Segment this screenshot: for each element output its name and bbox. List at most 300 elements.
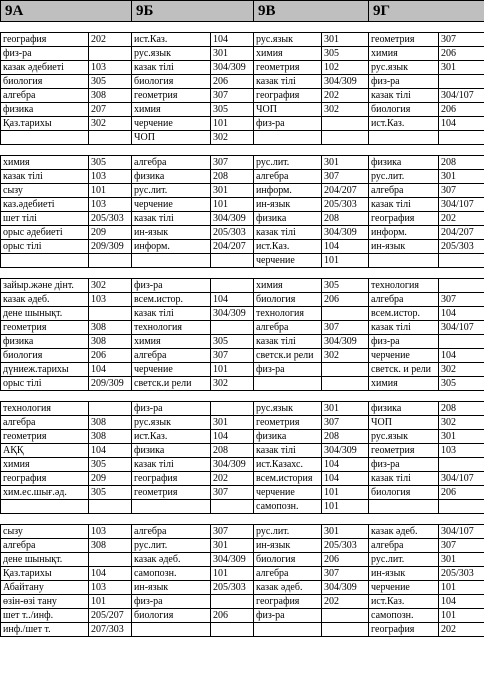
separator-cell [439, 391, 484, 402]
room-cell: 304/309 [322, 581, 369, 595]
separator-cell [439, 268, 484, 279]
room-cell [439, 75, 484, 89]
subject-cell: информ. [254, 184, 322, 198]
room-cell: 208 [322, 430, 369, 444]
subject-cell: рус.язык [132, 47, 211, 61]
room-cell [322, 623, 369, 637]
class-header-9g: 9Г [369, 1, 484, 22]
room-cell: 302 [89, 117, 132, 131]
room-cell: 308 [89, 539, 132, 553]
subject-cell: казак тілі [254, 444, 322, 458]
room-cell: 104 [322, 240, 369, 254]
subject-cell: ист.Каз. [132, 33, 211, 47]
subject-cell: ЧОП [369, 416, 439, 430]
subject-cell: химия [132, 103, 211, 117]
subject-cell: информ. [369, 226, 439, 240]
subject-cell: черчение [254, 254, 322, 268]
separator-cell [254, 22, 322, 33]
room-cell: 209/309 [89, 240, 132, 254]
room-cell: 102 [322, 61, 369, 75]
lesson-row [1, 184, 484, 198]
lesson-row [1, 525, 484, 539]
subject-cell: казак тілі [369, 198, 439, 212]
lesson-row [1, 293, 484, 307]
separator-cell [439, 145, 484, 156]
lesson-row [1, 212, 484, 226]
lesson-row [1, 486, 484, 500]
separator-cell [132, 22, 211, 33]
subject-cell: казак әдеб. [254, 581, 322, 595]
subject-cell: рус.лит. [369, 170, 439, 184]
separator-cell [1, 391, 89, 402]
room-cell: 305 [211, 335, 254, 349]
separator-cell [211, 268, 254, 279]
room-cell [89, 500, 132, 514]
lesson-row [1, 131, 484, 145]
room-cell: 101 [322, 500, 369, 514]
subject-cell: физ-ра [369, 335, 439, 349]
separator-cell [369, 514, 439, 525]
subject-cell: алгебра [369, 293, 439, 307]
subject-cell: светск. и рели [369, 363, 439, 377]
room-cell: 206 [211, 609, 254, 623]
room-cell: 205/303 [439, 567, 484, 581]
subject-cell: ин-язык [132, 226, 211, 240]
separator-cell [132, 268, 211, 279]
room-cell: 305 [439, 377, 484, 391]
schedule-body [1, 1, 484, 637]
room-cell: 104 [439, 307, 484, 321]
room-cell: 209/309 [89, 377, 132, 391]
subject-cell: физ-ра [1, 47, 89, 61]
room-cell: 304/309 [211, 458, 254, 472]
subject-cell: рус.язык [132, 416, 211, 430]
subject-cell: ист.Каз. [254, 240, 322, 254]
room-cell: 209 [89, 226, 132, 240]
subject-cell: физика [132, 444, 211, 458]
room-cell [439, 131, 484, 145]
room-cell: 208 [322, 212, 369, 226]
room-cell: 206 [89, 349, 132, 363]
room-cell: 304/309 [322, 226, 369, 240]
subject-cell: сызу [1, 184, 89, 198]
subject-cell: география [369, 623, 439, 637]
room-cell: 206 [322, 293, 369, 307]
subject-cell: геометрия [132, 89, 211, 103]
room-cell: 205/303 [211, 226, 254, 240]
separator-cell [322, 514, 369, 525]
subject-cell: орыс тілі [1, 240, 89, 254]
separator-cell [369, 145, 439, 156]
room-cell: 202 [322, 89, 369, 103]
separator-cell [254, 145, 322, 156]
lesson-row [1, 279, 484, 293]
separator-cell [1, 145, 89, 156]
room-cell: 302 [439, 363, 484, 377]
subject-cell: рус.язык [369, 61, 439, 75]
separator-cell [89, 391, 132, 402]
room-cell: 205/303 [322, 539, 369, 553]
room-cell: 104 [211, 430, 254, 444]
room-cell: 205/207 [89, 609, 132, 623]
room-cell: 202 [439, 212, 484, 226]
subject-cell: химия [254, 47, 322, 61]
subject-cell: рус.лит. [132, 184, 211, 198]
lesson-row [1, 103, 484, 117]
class-header-9v: 9В [254, 1, 369, 22]
subject-cell: физ-ра [132, 595, 211, 609]
subject-cell: география [254, 89, 322, 103]
separator-cell [89, 22, 132, 33]
room-cell: 307 [211, 156, 254, 170]
lesson-row [1, 335, 484, 349]
class-header-9a: 9А [1, 1, 132, 22]
subject-cell: биология [1, 349, 89, 363]
subject-cell: казак әдеб. [132, 553, 211, 567]
subject-cell [369, 254, 439, 268]
room-cell: 307 [439, 33, 484, 47]
subject-cell [254, 131, 322, 145]
room-cell: 104 [89, 363, 132, 377]
subject-cell: биология [254, 293, 322, 307]
room-cell: 307 [211, 525, 254, 539]
subject-cell: черчение [132, 117, 211, 131]
room-cell: 304/309 [322, 75, 369, 89]
room-cell [439, 279, 484, 293]
room-cell [89, 307, 132, 321]
subject-cell: ист.Каз. [369, 595, 439, 609]
separator-cell [254, 514, 322, 525]
room-cell: 104 [439, 595, 484, 609]
room-cell: 305 [322, 279, 369, 293]
separator-cell [132, 391, 211, 402]
subject-cell [1, 500, 89, 514]
subject-cell: алгебра [369, 184, 439, 198]
separator-cell [89, 268, 132, 279]
room-cell: 307 [211, 349, 254, 363]
room-cell: 208 [439, 402, 484, 416]
subject-cell: казак тілі [1, 170, 89, 184]
room-cell: 101 [322, 486, 369, 500]
room-cell: 206 [322, 553, 369, 567]
day-separator [1, 268, 484, 279]
subject-cell: ист.Каз. [369, 117, 439, 131]
room-cell: 302 [322, 103, 369, 117]
room-cell: 307 [322, 170, 369, 184]
separator-cell [439, 22, 484, 33]
subject-cell: казак тілі [132, 307, 211, 321]
separator-cell [1, 268, 89, 279]
room-cell: 101 [439, 609, 484, 623]
room-cell: 301 [439, 553, 484, 567]
lesson-row [1, 539, 484, 553]
room-cell: 302 [322, 349, 369, 363]
separator-cell [254, 268, 322, 279]
subject-cell: биология [1, 75, 89, 89]
room-cell: 101 [322, 254, 369, 268]
room-cell [211, 595, 254, 609]
subject-cell: алгебра [254, 567, 322, 581]
room-cell: 301 [322, 525, 369, 539]
subject-cell: физ-ра [132, 402, 211, 416]
room-cell: 206 [211, 75, 254, 89]
room-cell: 207/303 [89, 623, 132, 637]
room-cell [322, 363, 369, 377]
subject-cell: черчение [132, 363, 211, 377]
subject-cell: самопозн. [132, 567, 211, 581]
lesson-row [1, 581, 484, 595]
subject-cell: география [369, 212, 439, 226]
room-cell: 101 [89, 184, 132, 198]
subject-cell: казак тілі [132, 212, 211, 226]
subject-cell: казак тілі [369, 321, 439, 335]
lesson-row [1, 567, 484, 581]
room-cell: 301 [439, 170, 484, 184]
subject-cell: казак әдеб. [369, 525, 439, 539]
room-cell: 205/303 [89, 212, 132, 226]
subject-cell: информ. [132, 240, 211, 254]
room-cell: 307 [439, 539, 484, 553]
room-cell: 202 [211, 472, 254, 486]
room-cell: 209 [89, 472, 132, 486]
subject-cell: алгебра [254, 170, 322, 184]
subject-cell: Қаз.тарихы [1, 117, 89, 131]
room-cell [439, 254, 484, 268]
room-cell: 307 [439, 293, 484, 307]
lesson-row [1, 444, 484, 458]
room-cell: 304/309 [211, 212, 254, 226]
room-cell: 204/207 [439, 226, 484, 240]
subject-cell: технология [369, 279, 439, 293]
lesson-row [1, 254, 484, 268]
separator-cell [322, 391, 369, 402]
subject-cell: география [1, 472, 89, 486]
room-cell: 301 [211, 47, 254, 61]
room-cell: 301 [211, 416, 254, 430]
subject-cell: биология [254, 553, 322, 567]
lesson-row [1, 377, 484, 391]
room-cell: 208 [439, 156, 484, 170]
room-cell: 101 [211, 363, 254, 377]
subject-cell: геометрия [369, 444, 439, 458]
subject-cell: физика [369, 156, 439, 170]
room-cell [211, 279, 254, 293]
subject-cell: физ-ра [254, 117, 322, 131]
lesson-row [1, 472, 484, 486]
subject-cell: зайыр.және дінт. [1, 279, 89, 293]
subject-cell [254, 623, 322, 637]
subject-cell: ин-язык [369, 240, 439, 254]
subject-cell: казак әдебиеті [1, 61, 89, 75]
room-cell [89, 47, 132, 61]
room-cell: 104 [322, 472, 369, 486]
separator-cell [1, 22, 89, 33]
room-cell: 101 [211, 198, 254, 212]
lesson-row [1, 430, 484, 444]
subject-cell: Қаз.тарихы [1, 567, 89, 581]
room-cell: 202 [439, 623, 484, 637]
room-cell: 104 [89, 567, 132, 581]
subject-cell: физ-ра [369, 458, 439, 472]
room-cell: 305 [211, 103, 254, 117]
room-cell: 204/207 [211, 240, 254, 254]
lesson-row [1, 117, 484, 131]
subject-cell: ин-язык [254, 539, 322, 553]
subject-cell: самопозн. [369, 609, 439, 623]
subject-cell: всем.истор. [369, 307, 439, 321]
subject-cell: алгебра [132, 156, 211, 170]
room-cell: 208 [211, 444, 254, 458]
subject-cell: физ-ра [254, 609, 322, 623]
room-cell: 304/107 [439, 321, 484, 335]
room-cell: 305 [89, 458, 132, 472]
subject-cell: биология [132, 609, 211, 623]
room-cell: 304/309 [211, 307, 254, 321]
separator-cell [211, 22, 254, 33]
room-cell: 307 [211, 89, 254, 103]
lesson-row [1, 226, 484, 240]
lesson-row [1, 198, 484, 212]
room-cell: 302 [211, 377, 254, 391]
room-cell: 301 [322, 156, 369, 170]
room-cell [322, 307, 369, 321]
lesson-row [1, 307, 484, 321]
lesson-row [1, 61, 484, 75]
lesson-row [1, 89, 484, 103]
room-cell: 104 [211, 33, 254, 47]
room-cell: 304/309 [322, 335, 369, 349]
subject-cell: всем.истор. [132, 293, 211, 307]
separator-cell [211, 391, 254, 402]
room-cell: 307 [439, 184, 484, 198]
subject-cell: алгебра [254, 321, 322, 335]
room-cell: 305 [322, 47, 369, 61]
room-cell: 308 [89, 321, 132, 335]
subject-cell: рус.язык [254, 33, 322, 47]
room-cell: 205/303 [439, 240, 484, 254]
subject-cell: физика [254, 430, 322, 444]
subject-cell [132, 254, 211, 268]
class-header-9b: 9Б [132, 1, 254, 22]
subject-cell: өзін-өзі тану [1, 595, 89, 609]
lesson-row [1, 402, 484, 416]
room-cell [439, 500, 484, 514]
subject-cell: светск.и рели [132, 377, 211, 391]
room-cell: 103 [439, 444, 484, 458]
class-header-row [1, 1, 484, 22]
lesson-row [1, 609, 484, 623]
room-cell [89, 254, 132, 268]
subject-cell: геометрия [132, 486, 211, 500]
subject-cell [1, 131, 89, 145]
room-cell [322, 377, 369, 391]
room-cell: 206 [439, 103, 484, 117]
subject-cell: биология [132, 75, 211, 89]
room-cell: 101 [211, 117, 254, 131]
separator-cell [369, 268, 439, 279]
lesson-row [1, 47, 484, 61]
lesson-row [1, 240, 484, 254]
room-cell [211, 500, 254, 514]
room-cell: 207 [89, 103, 132, 117]
subject-cell: черчение [369, 349, 439, 363]
lesson-row [1, 75, 484, 89]
subject-cell: алгебра [132, 525, 211, 539]
room-cell: 304/309 [322, 444, 369, 458]
subject-cell: казак тілі [369, 472, 439, 486]
room-cell [439, 335, 484, 349]
separator-cell [369, 391, 439, 402]
room-cell: 301 [211, 539, 254, 553]
separator-cell [322, 145, 369, 156]
subject-cell: физ-ра [132, 279, 211, 293]
subject-cell: рус.лит. [132, 539, 211, 553]
room-cell [89, 402, 132, 416]
subject-cell: ист.Каз. [132, 430, 211, 444]
subject-cell: казак тілі [369, 89, 439, 103]
lesson-row [1, 553, 484, 567]
subject-cell: география [1, 33, 89, 47]
room-cell: 307 [211, 486, 254, 500]
room-cell [211, 402, 254, 416]
subject-cell: алгебра [1, 416, 89, 430]
subject-cell: геометрия [369, 33, 439, 47]
subject-cell: дүниеж.тарихы [1, 363, 89, 377]
subject-cell: физика [1, 103, 89, 117]
subject-cell: физ-ра [254, 363, 322, 377]
subject-cell: химия [1, 458, 89, 472]
subject-cell: химия [369, 377, 439, 391]
room-cell: 101 [439, 581, 484, 595]
room-cell: 101 [89, 595, 132, 609]
subject-cell: физика [369, 402, 439, 416]
subject-cell: шет тілі [1, 212, 89, 226]
room-cell: 202 [322, 595, 369, 609]
subject-cell [254, 377, 322, 391]
subject-cell: казак тілі [254, 75, 322, 89]
subject-cell: казак тілі [132, 61, 211, 75]
separator-cell [211, 145, 254, 156]
subject-cell: ЧОП [132, 131, 211, 145]
subject-cell: география [132, 472, 211, 486]
subject-cell: химия [1, 156, 89, 170]
room-cell: 103 [89, 293, 132, 307]
separator-cell [439, 514, 484, 525]
room-cell [439, 458, 484, 472]
separator-cell [211, 514, 254, 525]
subject-cell: рус.лит. [254, 525, 322, 539]
lesson-row [1, 416, 484, 430]
subject-cell: технология [1, 402, 89, 416]
room-cell: 304/107 [439, 525, 484, 539]
subject-cell: казак тілі [254, 335, 322, 349]
subject-cell: ин-язык [132, 581, 211, 595]
subject-cell: инф./шет т. [1, 623, 89, 637]
subject-cell: рус.язык [254, 402, 322, 416]
room-cell: 103 [89, 581, 132, 595]
subject-cell: физика [1, 335, 89, 349]
lesson-row [1, 458, 484, 472]
subject-cell: физ-ра [369, 75, 439, 89]
lesson-row [1, 595, 484, 609]
subject-cell: геометрия [1, 430, 89, 444]
subject-cell: черчение [132, 198, 211, 212]
day-separator [1, 22, 484, 33]
room-cell: 103 [89, 525, 132, 539]
subject-cell [369, 131, 439, 145]
subject-cell: геометрия [254, 416, 322, 430]
room-cell: 205/303 [322, 198, 369, 212]
